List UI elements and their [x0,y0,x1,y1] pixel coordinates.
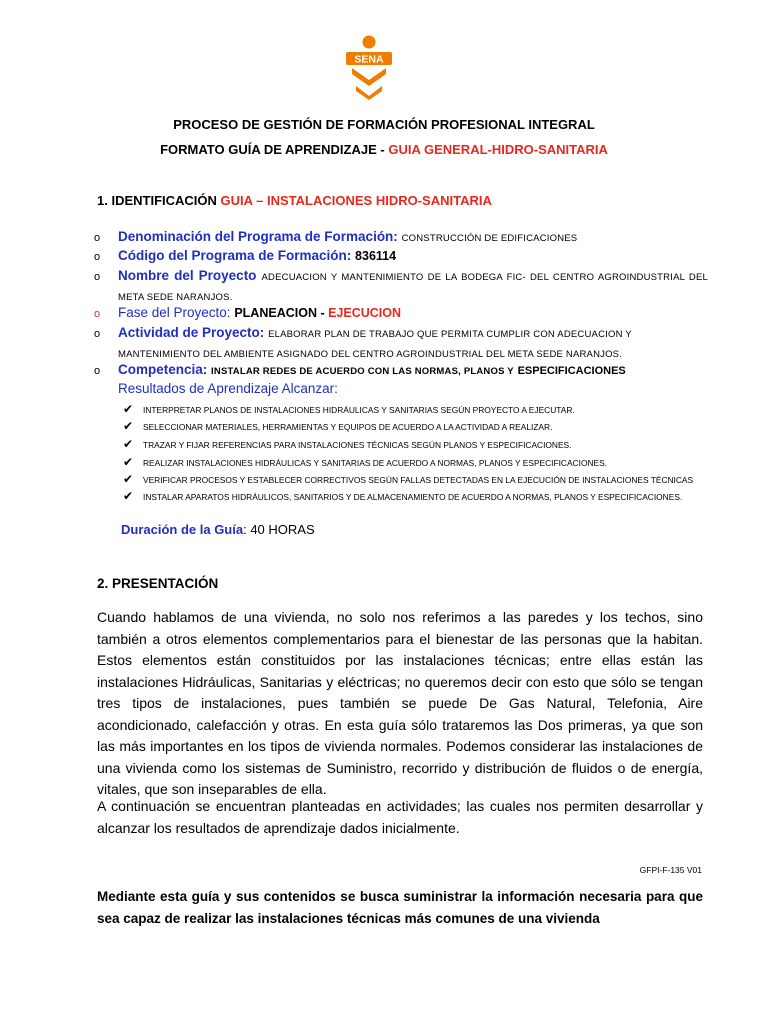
presentation-paragraph-2: A continuación se encuentran planteadas en actividades; las cuales nos permiten desarrollar y alcanzar los resultados de aprendizaje dados inicialmente. [97,798,703,836]
item-value-big: ESPECIFICACIONES [517,365,626,377]
result-item [123,419,708,433]
checkmark-icon: ✔ [123,437,134,451]
result-item [123,402,708,416]
section-1-title-text: 1. IDENTIFICACIÓN [97,193,217,208]
duration-value: : 40 HORAS [243,522,315,537]
item-value: CONSTRUCCIÓN DE EDIFICACIONES [401,233,578,244]
item-label: Actividad de Proyecto: [118,325,265,340]
checkmark-icon: ✔ [123,472,134,486]
item-value: 836114 [355,249,397,263]
form-code: GFPI-F-135 V01 [639,865,702,875]
item-separator: - [316,306,329,320]
sena-logo [338,34,400,100]
header-line-1: PROCESO DE GESTIÓN DE FORMACIÓN PROFESIONAL INTEGRAL [173,117,595,132]
checkmark-icon: ✔ [123,419,134,433]
result-text: SELECCIONAR MATERIALES, HERRAMIENTAS Y EQUIPOS DE ACUERDO A LA ACTIVIDAD A REALIZAR. [143,422,553,432]
item-label: Denominación del Programa de Formación: [118,229,398,244]
bullet-icon: o [94,328,101,340]
result-text: INSTALAR APARATOS HIDRÁULICOS, SANITARIOS Y DE ALMACENAMIENTO DE ACUERDO A NORMAS, PLANOS Y ESPECIFICACIONES. [143,492,683,502]
result-text: TRAZAR Y FIJAR REFERENCIAS PARA INSTALACIONES TÉCNICAS SEGÚN PLANOS Y ESPECIFICACIONES. [143,440,572,450]
bullet-icon: o [94,251,101,263]
identification-item [94,247,708,265]
checkmark-icon: ✔ [123,402,134,416]
presentation-paragraph-3: Mediante esta guía y sus contenidos se busca suministrar la información necesaria para que sea capaz de realizar las instalaciones técnicas más comunes de una vivienda [97,889,703,926]
result-item [123,489,708,503]
result-text: INTERPRETAR PLANOS DE INSTALACIONES HIDRÁULICAS Y SANITARIAS SEGÚN PROYECTO A EJECUTAR. [143,405,575,415]
result-item [123,455,708,469]
header-line-2-prefix: FORMATO GUÍA DE APRENDIZAJE - [160,142,385,157]
section-1-title-red: GUIA – INSTALACIONES HIDRO-SANITARIA [220,193,492,208]
identification-item [94,304,708,322]
checkmark-icon: ✔ [123,455,134,469]
result-text: VERIFICAR PROCESOS Y ESTABLECER CORRECTIVOS SEGÚN FALLAS DETECTADAS EN LA EJECUCIÓN DE INSTALACIONES TÉCNICAS [143,475,694,485]
identification-item [94,361,708,381]
identification-item [94,228,708,248]
item-value-2: EJECUCION [328,306,402,320]
result-text: REALIZAR INSTALACIONES HIDRÁULICAS Y SANITARIAS DE ACUERDO A NORMAS, PLANOS Y ESPECIFICACIONES. [143,458,608,468]
identification-item [94,324,708,364]
item-value: ELABORAR PLAN DE TRABAJO QUE PERMITA CUMPLIR CON ADECUACION Y MANTENIMIENTO DEL AMBIENTE ASIGNADO DEL CENTRO AGROINDUSTRIAL DEL META SEDE NARANJOS. [118,329,632,360]
identification-item [94,267,708,307]
section-1-title [97,193,492,208]
item-value: INSTALAR REDES DE ACUERDO CON LAS NORMAS, PLANOS Y [211,366,514,377]
item-value: ADECUACION Y MANTENIMIENTO DE LA BODEGA FIC- DEL CENTRO AGROINDUSTRIAL DEL META SEDE NARANJOS. [118,272,708,303]
item-label: Nombre del Proyecto [118,268,257,283]
section-2-title: 2. PRESENTACIÓN [97,576,219,591]
header-line-2-red: GUIA GENERAL-HIDRO-SANITARIA [384,142,608,157]
result-item [123,472,708,486]
duration-label: Duración de la Guía [121,522,244,537]
header-line-2 [0,142,768,157]
checkmark-icon: ✔ [123,489,134,503]
item-label: Fase del Proyecto: [118,305,231,320]
bullet-icon: o [94,308,101,320]
item-label: Competencia: [118,362,208,377]
bullet-icon: o [94,271,101,283]
bullet-icon: o [94,232,101,244]
item-value: PLANEACION [234,306,317,320]
results-title: Resultados de Aprendizaje Alcanzar: [118,381,338,396]
presentation-paragraph-1: Cuando hablamos de una vivienda, no solo nos referimos a las paredes y los techos, sino también a otros elementos complementarios para el bienestar de las personas que la habitan. Estos elementos están constituidos por las instalaciones técnicas; entre ellas están las instalaciones Hidráulicas, Sanitarias y eléctricas; no queremos decir con esto que sólo se tengan tres tipos de instalaciones, pues también se puede De Gas Natural, Telefonia, Aire acondicionado, calefacción y otras. En esta guía sólo trataremos las Dos primeras, ya que son las más importantes en los tipos de vivienda normales. Podemos considerar las instalaciones de una vivienda como los sistemas de Suministro, recorrido y distribución de fluidos o de energía, vitales, que son inseparables de ella. [97,609,703,797]
item-label: Código del Programa de Formación: [118,248,352,263]
guide-duration [121,522,315,537]
bullet-icon: o [94,365,101,377]
logo-text: SENA [354,53,384,66]
result-item [123,437,708,451]
